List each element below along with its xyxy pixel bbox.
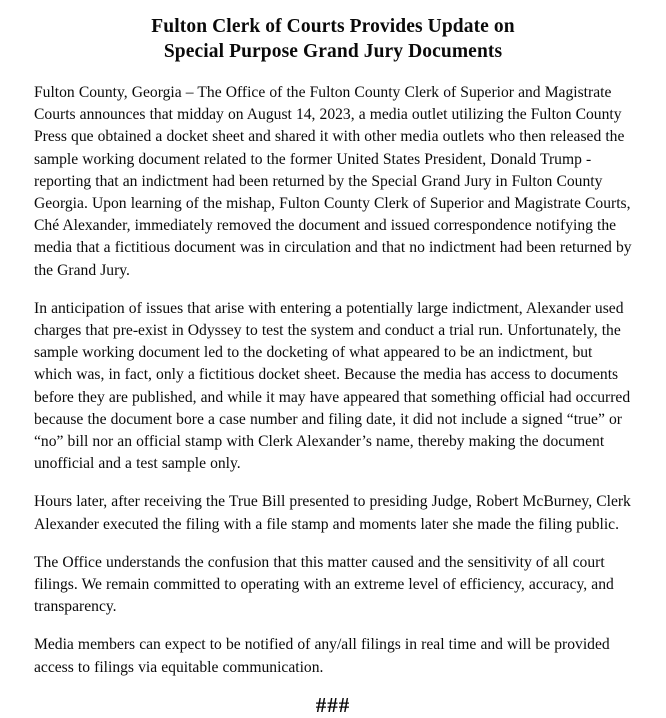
page-title-line-2: Special Purpose Grand Jury Documents <box>163 41 503 62</box>
page-title-line-1: Fulton Clerk of Courts Provides Update on <box>151 16 515 37</box>
document-body <box>34 82 632 679</box>
body-paragraph-1: Fulton County, Georgia – The Office of the Fulton County Clerk of Superior and Magistrate Courts announces that midday on August 14, 2023, a media outlet utilizing the Fulton County Press que obtained a docket sheet and shared it with other media outlets who then released the sample working document related to the former United States President, Donald Trump - reporting that an indictment had been returned by the Special Grand Jury in Fulton County Georgia. Upon learning of the mishap, Fulton County Clerk of Superior and Magistrate Courts, Ché Alexander, immediately removed the document and issued correspondence notifying the media that a fictitious document was in circulation and that no indictment had been returned by the Grand Jury. <box>34 84 632 279</box>
body-paragraph-4: The Office understands the confusion that this matter caused and the sensitivity of all court filings. We remain committed to operating with an extreme level of efficiency, accuracy, and transparency. <box>34 553 614 616</box>
body-paragraph-5: Media members can expect to be notified of any/all filings in real time and will be provided access to filings via equitable communication. <box>34 636 610 676</box>
body-paragraph-2: In anticipation of issues that arise with entering a potentially large indictment, Alexander used charges that pre-exist in Odyssey to test the system and conduct a trial run. Unfortunately, the sample working document led to the docketing of what appeared to be an indictment, but which was, in fact, only a fictitious docket sheet. Because the media has access to documents before they are published, and while it may have appeared that something official had occurred because the document bore a case number and filing date, it did not include a signed “true” or “no” bill nor an official stamp with Clerk Alexander’s name, thereby making the document unofficial and a test sample only. <box>34 299 631 473</box>
page-title <box>34 14 632 64</box>
end-of-release-mark: ### <box>315 692 351 717</box>
body-paragraph-3: Hours later, after receiving the True Bill presented to presiding Judge, Robert McBurney, Clerk Alexander executed the filing with a file stamp and moments later she made the filing public. <box>34 493 631 533</box>
